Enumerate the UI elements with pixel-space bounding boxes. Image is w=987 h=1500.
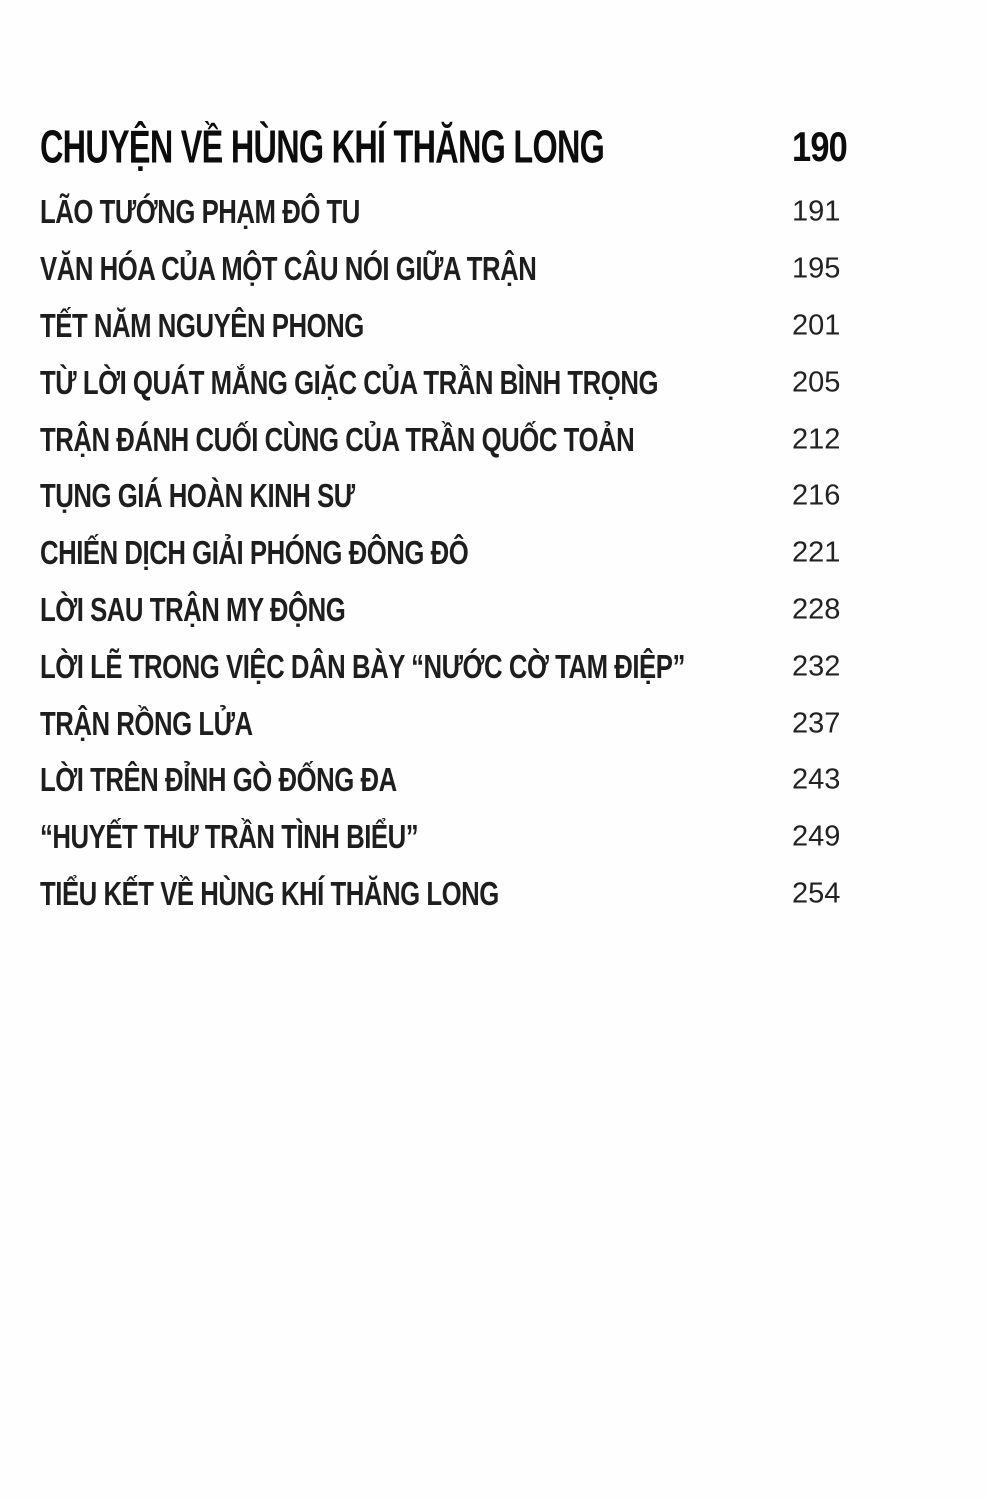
toc-entry-title: CHIẾN DỊCH GIẢI PHÓNG ĐÔNG ĐÔ	[40, 534, 469, 572]
toc-entry-title: VĂN HÓA CỦA MỘT CÂU NÓI GIỮA TRẬN	[40, 250, 537, 288]
toc-entry-title: TỪ LỜI QUÁT MẮNG GIẶC CỦA TRẦN BÌNH TRỌNG	[40, 363, 659, 401]
toc-entry	[40, 468, 947, 525]
toc-entry-page-number: 221	[792, 536, 841, 569]
toc-entry-page-number: 232	[792, 650, 841, 683]
toc-entry-page-number: 228	[792, 593, 841, 626]
table-of-contents	[40, 116, 947, 922]
toc-entry-title: TẾT NĂM NGUYÊN PHONG	[40, 306, 364, 344]
toc-entry	[40, 695, 947, 752]
chapter-header-row	[40, 116, 947, 178]
toc-entry-page-number: 201	[792, 309, 841, 342]
toc-entry	[40, 525, 947, 582]
toc-entry	[40, 411, 947, 468]
toc-entry-title: TIỂU KẾT VỀ HÙNG KHÍ THĂNG LONG	[40, 874, 499, 912]
toc-entry-title: LÃO TƯỚNG PHẠM ĐÔ TU	[40, 193, 360, 231]
toc-entry-page-number: 254	[792, 877, 841, 910]
toc-entry-title: LỜI TRÊN ĐỈNH GÒ ĐỐNG ĐA	[40, 761, 397, 799]
toc-entry-title: TRẬN RỒNG LỬA	[40, 704, 253, 742]
toc-entry	[40, 184, 947, 241]
toc-entry-title: LỜI LẼ TRONG VIỆC DÂN BÀY “NƯỚC CỜ TAM ĐIỆP”	[40, 647, 685, 685]
toc-entry	[40, 241, 947, 298]
toc-entry-list	[40, 184, 947, 922]
toc-entry	[40, 752, 947, 809]
toc-entry-page-number: 191	[792, 195, 841, 228]
chapter-page-number: 190	[792, 123, 848, 170]
toc-entry	[40, 298, 947, 355]
toc-entry-title: TỤNG GIÁ HOÀN KINH SƯ	[40, 477, 355, 515]
toc-entry-page-number: 237	[792, 707, 841, 740]
chapter-title: CHUYỆN VỀ HÙNG KHÍ THĂNG LONG	[40, 119, 605, 173]
toc-entry	[40, 582, 947, 639]
toc-entry-title: TRẬN ĐÁNH CUỐI CÙNG CỦA TRẦN QUỐC TOẢN	[40, 420, 635, 458]
toc-entry-page-number: 195	[792, 252, 841, 285]
toc-entry-page-number: 212	[792, 423, 841, 456]
toc-entry-title: LỜI SAU TRẬN MY ĐỘNG	[40, 590, 346, 628]
toc-entry-page-number: 243	[792, 763, 841, 796]
toc-entry-title: “HUYẾT THƯ TRẦN TÌNH BIỂU”	[40, 818, 419, 856]
toc-entry	[40, 866, 947, 923]
toc-entry	[40, 638, 947, 695]
toc-entry-page-number: 249	[792, 820, 841, 853]
toc-entry	[40, 354, 947, 411]
toc-entry	[40, 809, 947, 866]
toc-entry-page-number: 216	[792, 479, 841, 512]
toc-entry-page-number: 205	[792, 366, 841, 399]
